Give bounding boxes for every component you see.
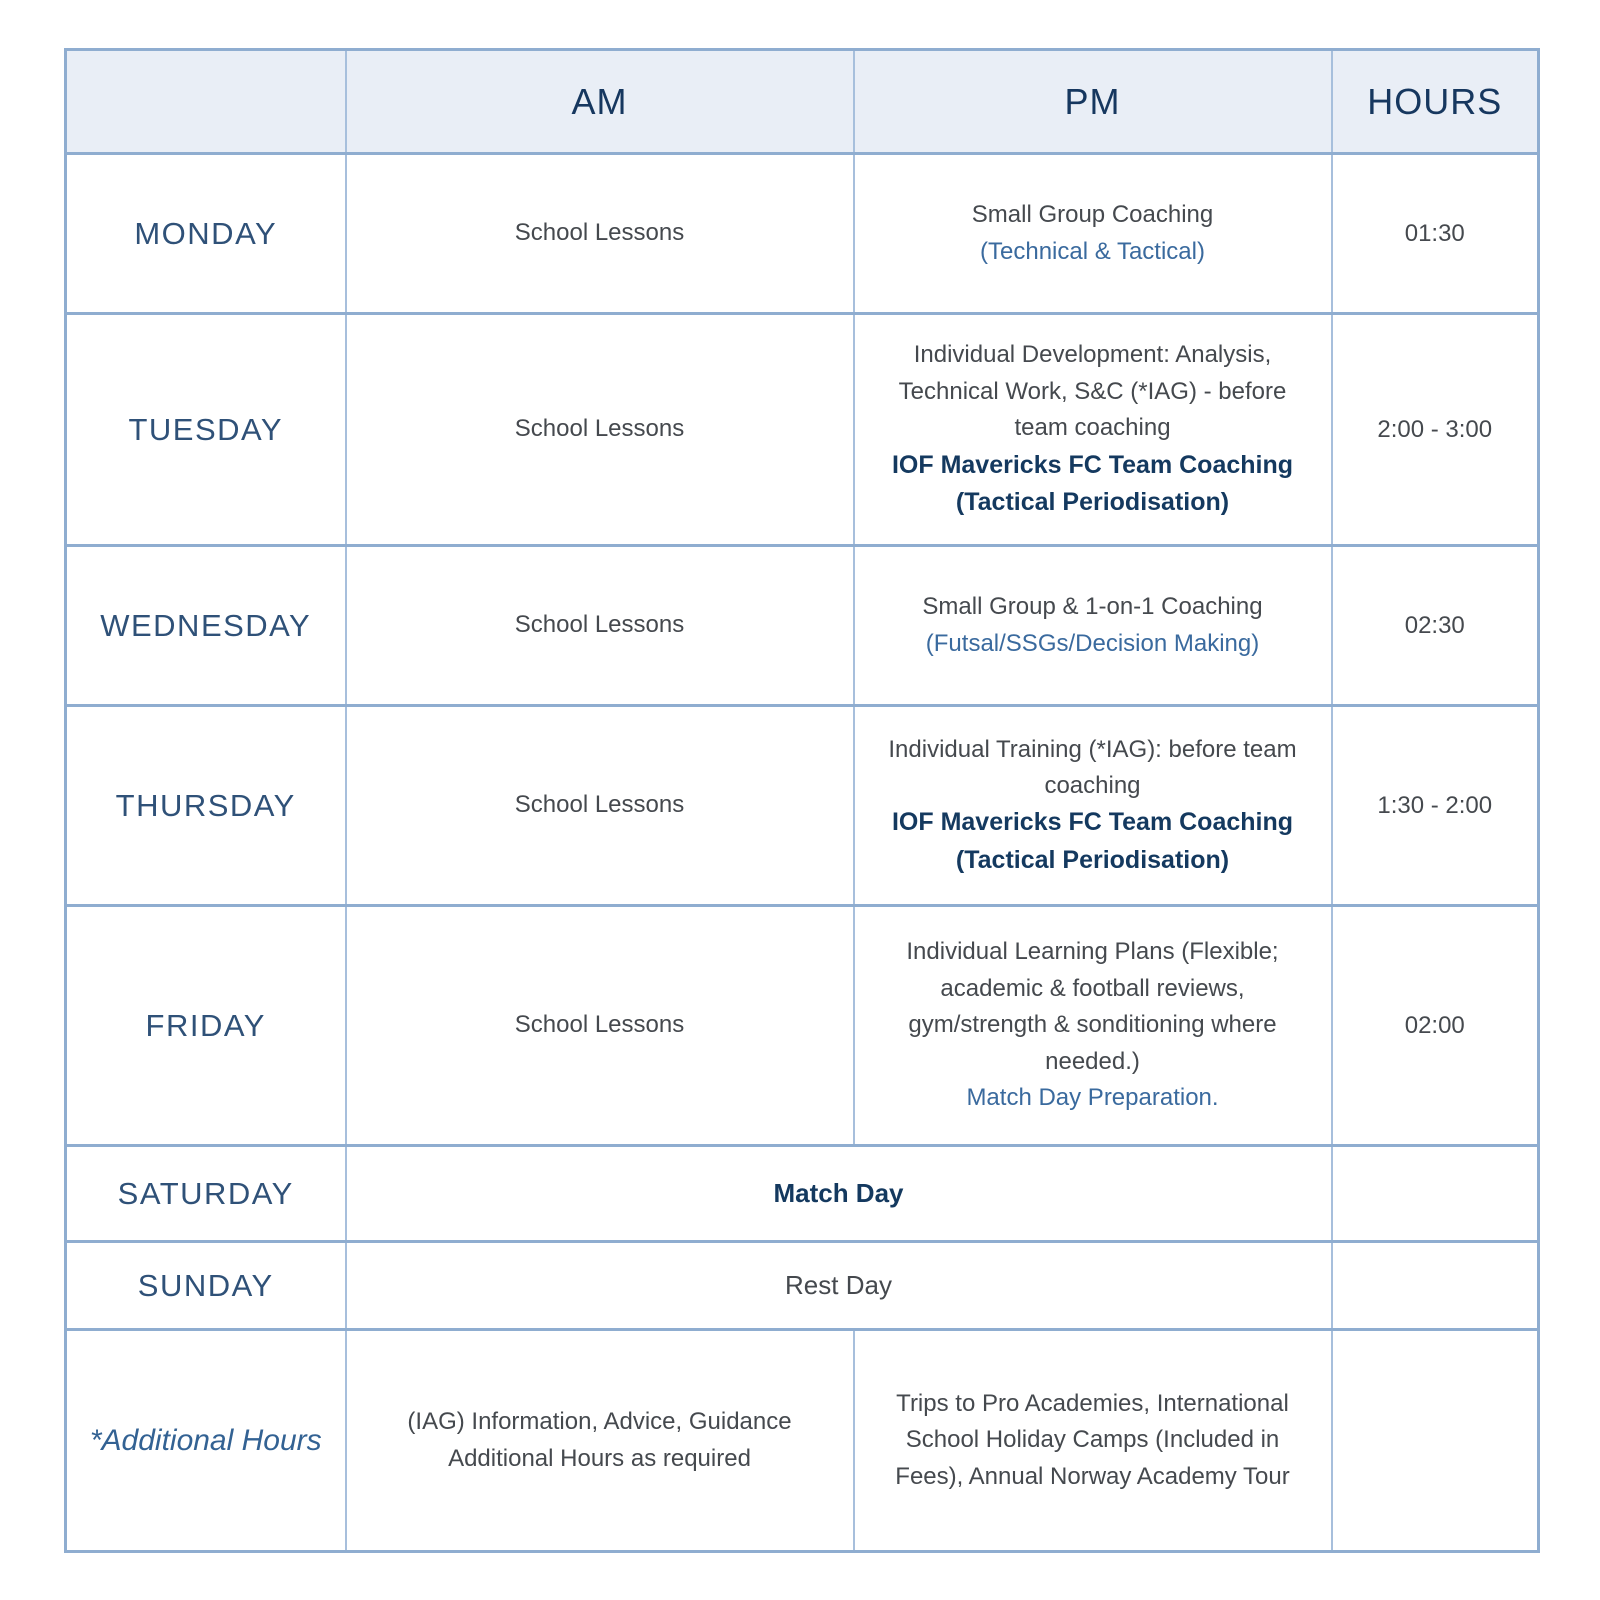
friday-am-cell <box>346 906 854 1146</box>
sunday-hours-cell <box>1332 1242 1539 1330</box>
tuesday-am-cell <box>346 314 854 546</box>
tuesday-hours-cell <box>1332 314 1539 546</box>
tuesday-day-cell <box>66 314 346 546</box>
additional-hours-label: *Additional Hours <box>89 1424 322 1457</box>
weekly-schedule-table <box>64 48 1540 1553</box>
header-cell-pm <box>854 50 1332 154</box>
pm-activity: Individual Training (*IAG): before team coaching <box>888 735 1297 799</box>
hours-value: 02:00 <box>1404 1011 1465 1039</box>
hours-value: 2:00 - 3:00 <box>1377 415 1493 443</box>
saturday-row <box>66 1146 1539 1242</box>
additional-day-cell <box>66 1330 346 1552</box>
additional-hours-cell <box>1332 1330 1539 1552</box>
day-label: SUNDAY <box>137 1267 274 1303</box>
header-pm-label: PM <box>1064 80 1121 122</box>
monday-day-cell <box>66 154 346 314</box>
match-day-label: Match Day <box>773 1178 904 1208</box>
wednesday-am-cell <box>346 546 854 706</box>
day-label: FRIDAY <box>145 1007 266 1043</box>
thursday-hours-cell <box>1332 706 1539 906</box>
hours-value: 02:30 <box>1404 611 1465 639</box>
sunday-fullday-cell <box>346 1242 1332 1330</box>
additional-pm-cell <box>854 1330 1332 1552</box>
thursday-pm-cell <box>854 706 1332 906</box>
header-row <box>66 50 1539 154</box>
header-hours-label: HOURS <box>1367 80 1503 122</box>
wednesday-row <box>66 546 1539 706</box>
am-activity: School Lessons <box>514 219 685 247</box>
monday-pm-cell <box>854 154 1332 314</box>
pm-activity-detail: Match Day Preparation. <box>966 1084 1219 1112</box>
wednesday-pm-cell <box>854 546 1332 706</box>
monday-row <box>66 154 1539 314</box>
friday-pm-cell <box>854 906 1332 1146</box>
header-am-label: AM <box>571 80 628 122</box>
header-cell-am <box>346 50 854 154</box>
friday-day-cell <box>66 906 346 1146</box>
pm-team-coaching: IOF Mavericks FC Team Coaching (Tactical Periodisation) <box>891 808 1294 874</box>
day-label: MONDAY <box>134 215 278 251</box>
saturday-hours-cell <box>1332 1146 1539 1242</box>
hours-value: 01:30 <box>1404 219 1465 247</box>
friday-row <box>66 906 1539 1146</box>
additional-am-cell <box>346 1330 854 1552</box>
pm-team-coaching: IOF Mavericks FC Team Coaching (Tactical Periodisation) <box>891 450 1294 517</box>
rest-day-label: Rest Day <box>785 1270 892 1300</box>
am-activity: School Lessons <box>514 415 685 443</box>
saturday-day-cell <box>66 1146 346 1242</box>
additional-pm-text: Trips to Pro Academies, International School Holiday Camps (Included in Fees), Annual Norway Academy Tour <box>895 1389 1290 1490</box>
tuesday-row <box>66 314 1539 546</box>
day-label: THURSDAY <box>115 787 296 823</box>
monday-hours-cell <box>1332 154 1539 314</box>
hours-value: 1:30 - 2:00 <box>1377 791 1493 819</box>
header-cell-hours <box>1332 50 1539 154</box>
pm-activity-detail: (Technical & Tactical) <box>980 237 1205 265</box>
pm-activity: Small Group & 1-on-1 Coaching <box>922 593 1263 621</box>
am-activity: School Lessons <box>514 611 685 639</box>
wednesday-day-cell <box>66 546 346 706</box>
friday-hours-cell <box>1332 906 1539 1146</box>
tuesday-pm-cell <box>854 314 1332 546</box>
additional-am-text: (IAG) Information, Advice, Guidance Additional Hours as required <box>407 1408 792 1472</box>
am-activity: School Lessons <box>514 791 685 819</box>
pm-activity-detail: (Futsal/SSGs/Decision Making) <box>925 629 1260 657</box>
wednesday-hours-cell <box>1332 546 1539 706</box>
sunday-day-cell <box>66 1242 346 1330</box>
pm-activity: Individual Development: Analysis, Technical Work, S&C (*IAG) - before team coaching <box>898 341 1287 442</box>
day-label: WEDNESDAY <box>100 607 312 643</box>
pm-activity: Individual Learning Plans (Flexible; academic & football reviews, gym/strength & sonditioning where needed.) <box>906 938 1279 1075</box>
day-label: SATURDAY <box>117 1175 294 1211</box>
thursday-am-cell <box>346 706 854 906</box>
saturday-fullday-cell <box>346 1146 1332 1242</box>
day-label: TUESDAY <box>128 411 284 447</box>
header-cell-day <box>66 50 346 154</box>
monday-am-cell <box>346 154 854 314</box>
pm-activity: Small Group Coaching <box>971 201 1214 229</box>
additional-hours-row <box>66 1330 1539 1552</box>
am-activity: School Lessons <box>514 1011 685 1039</box>
sunday-row <box>66 1242 1539 1330</box>
thursday-row <box>66 706 1539 906</box>
thursday-day-cell <box>66 706 346 906</box>
